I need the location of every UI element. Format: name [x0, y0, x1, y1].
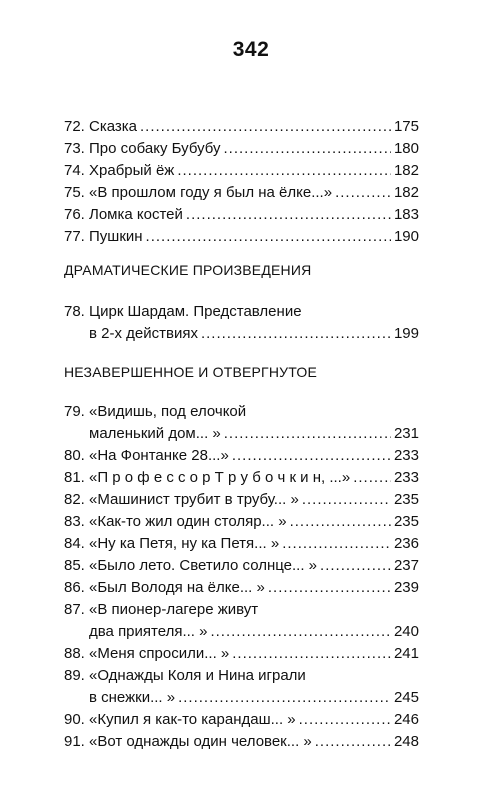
toc-entry-title: «Было лето. Светило солнце... » [89, 557, 318, 574]
toc-entry-line2 [64, 687, 419, 709]
toc-entry-number: 80. [64, 447, 85, 464]
toc-entry-page: 241 [393, 645, 419, 662]
toc-entry [64, 138, 419, 160]
toc-entry [64, 160, 419, 182]
toc-entry-number: 77. [64, 228, 85, 245]
toc-entry-title: «П р о ф е с с о р Т р у б о ч к и н, ...» [89, 469, 351, 486]
toc-entry-line2 [64, 423, 419, 445]
section-heading-unfinished: НЕЗАВЕРШЕННОЕ И ОТВЕРГНУТОЕ [64, 364, 317, 380]
toc-entry-number: 78. [64, 303, 85, 320]
toc-entry-page: 183 [393, 206, 419, 223]
toc-entry [64, 731, 419, 753]
toc-entry-number: 89. [64, 667, 85, 684]
dot-leader [282, 533, 391, 555]
toc-entry-page: 231 [393, 425, 419, 442]
toc-entry-line1 [64, 665, 419, 687]
toc-entry-title: Ломка костей [89, 206, 183, 223]
toc-entry [64, 182, 419, 204]
toc-entry-title: «Меня спросили... » [89, 645, 230, 662]
toc-entry-number: 87. [64, 601, 85, 618]
toc-entry-page: 237 [393, 557, 419, 574]
toc-entry-line1 [64, 301, 419, 323]
toc-entry-title: «Видишь, под елочкой [89, 403, 247, 420]
toc-entry-page: 180 [393, 140, 419, 157]
toc-entry-title: «Как-то жил один столяр... » [89, 513, 287, 530]
toc-entry [64, 511, 419, 533]
toc-entry [64, 226, 419, 248]
toc-entry-title: «Однажды Коля и Нина играли [89, 667, 306, 684]
section-heading-dramatic: ДРАМАТИЧЕСКИЕ ПРОИЗВЕДЕНИЯ [64, 262, 312, 278]
toc-entry-page: 235 [393, 513, 419, 530]
toc-entry-number: 79. [64, 403, 85, 420]
toc-entry [64, 555, 419, 577]
toc-entry-page: 240 [393, 623, 419, 640]
toc-entry [64, 489, 419, 511]
dot-leader [268, 577, 391, 599]
toc-entry-page: 248 [393, 733, 419, 750]
toc-entry-title: «На Фонтанке 28...» [89, 447, 229, 464]
toc-entry-line2 [64, 323, 419, 345]
toc-entry-title: Цирк Шардам. Представление [89, 303, 302, 320]
toc-entry-page: 182 [393, 184, 419, 201]
toc-entry [64, 533, 419, 555]
toc-entry-number: 75. [64, 184, 85, 201]
dot-leader [201, 323, 391, 345]
toc-entry [64, 401, 419, 445]
toc-entry-title: Сказка [89, 118, 138, 135]
toc-entry-page: 233 [393, 469, 419, 486]
toc-entry [64, 301, 419, 345]
toc-entry-number: 90. [64, 711, 85, 728]
toc-entry-number: 86. [64, 579, 85, 596]
toc-entry-page: 233 [393, 447, 419, 464]
toc-entry-number: 74. [64, 162, 85, 179]
toc-entry-title: Пушкин [89, 228, 143, 245]
toc-entry-title: «В пионер-лагере живут [89, 601, 259, 618]
toc-group-dramatic [64, 301, 419, 345]
dot-leader [186, 204, 391, 226]
dot-leader [224, 423, 391, 445]
toc-entry [64, 116, 419, 138]
toc-entry-number: 81. [64, 469, 85, 486]
toc-entry-number: 72. [64, 118, 85, 135]
toc-entry-line1 [64, 401, 419, 423]
dot-leader [299, 709, 391, 731]
toc-entry [64, 445, 419, 467]
dot-leader [178, 687, 391, 709]
toc-group-unfinished [64, 401, 419, 753]
toc-entry [64, 204, 419, 226]
toc-group-poems [64, 116, 419, 248]
toc-entry-title: Про собаку Бубубу [89, 140, 221, 157]
toc-entry-title-continued: в 2-х действиях [89, 325, 198, 342]
toc-entry-number: 76. [64, 206, 85, 223]
toc-entry-number: 83. [64, 513, 85, 530]
dot-leader [224, 138, 391, 160]
dot-leader [315, 731, 391, 753]
toc-entry-page: 239 [393, 579, 419, 596]
toc-entry-number: 82. [64, 491, 85, 508]
page-number: 342 [232, 38, 270, 61]
toc-entry [64, 599, 419, 643]
toc-entry-page: 199 [393, 325, 419, 342]
toc-entry-title: «В прошлом году я был на ёлке...» [89, 184, 333, 201]
dot-leader [232, 643, 391, 665]
toc-entry-title: «Машинист трубит в трубу... » [89, 491, 299, 508]
toc-entry-number: 84. [64, 535, 85, 552]
toc-entry-page: 245 [393, 689, 419, 706]
toc-entry-page: 190 [393, 228, 419, 245]
toc-entry [64, 643, 419, 665]
dot-leader [335, 182, 391, 204]
toc-entry-number: 73. [64, 140, 85, 157]
toc-entry-number: 91. [64, 733, 85, 750]
toc-entry-title-continued: в снежки... » [89, 689, 176, 706]
toc-entry-page: 236 [393, 535, 419, 552]
toc-entry-title-continued: два приятеля... » [89, 623, 208, 640]
toc-entry [64, 709, 419, 731]
toc-entry-page: 175 [393, 118, 419, 135]
toc-entry-number: 88. [64, 645, 85, 662]
toc-entry-page: 246 [393, 711, 419, 728]
toc-entry-line2 [64, 621, 419, 643]
toc-entry-title-continued: маленький дом... » [89, 425, 221, 442]
toc-entry-title: «Ну ка Петя, ну ка Петя... » [89, 535, 280, 552]
toc-entry-title: Храбрый ёж [89, 162, 175, 179]
dot-leader [302, 489, 391, 511]
dot-leader [146, 226, 391, 248]
toc-entry-number: 85. [64, 557, 85, 574]
toc-entry-page: 235 [393, 491, 419, 508]
dot-leader [290, 511, 391, 533]
toc-entry-line1 [64, 599, 419, 621]
toc-entry-title: «Вот однажды один человек... » [89, 733, 312, 750]
toc-entry-title: «Был Володя на ёлке... » [89, 579, 265, 596]
toc-entry-page: 182 [393, 162, 419, 179]
toc-entry [64, 577, 419, 599]
dot-leader [320, 555, 391, 577]
dot-leader [140, 116, 391, 138]
dot-leader [177, 160, 391, 182]
dot-leader [232, 445, 391, 467]
dot-leader [210, 621, 391, 643]
toc-entry-title: «Купил я как-то карандаш... » [89, 711, 296, 728]
toc-entry [64, 665, 419, 709]
toc-entry [64, 467, 419, 489]
dot-leader [353, 467, 391, 489]
